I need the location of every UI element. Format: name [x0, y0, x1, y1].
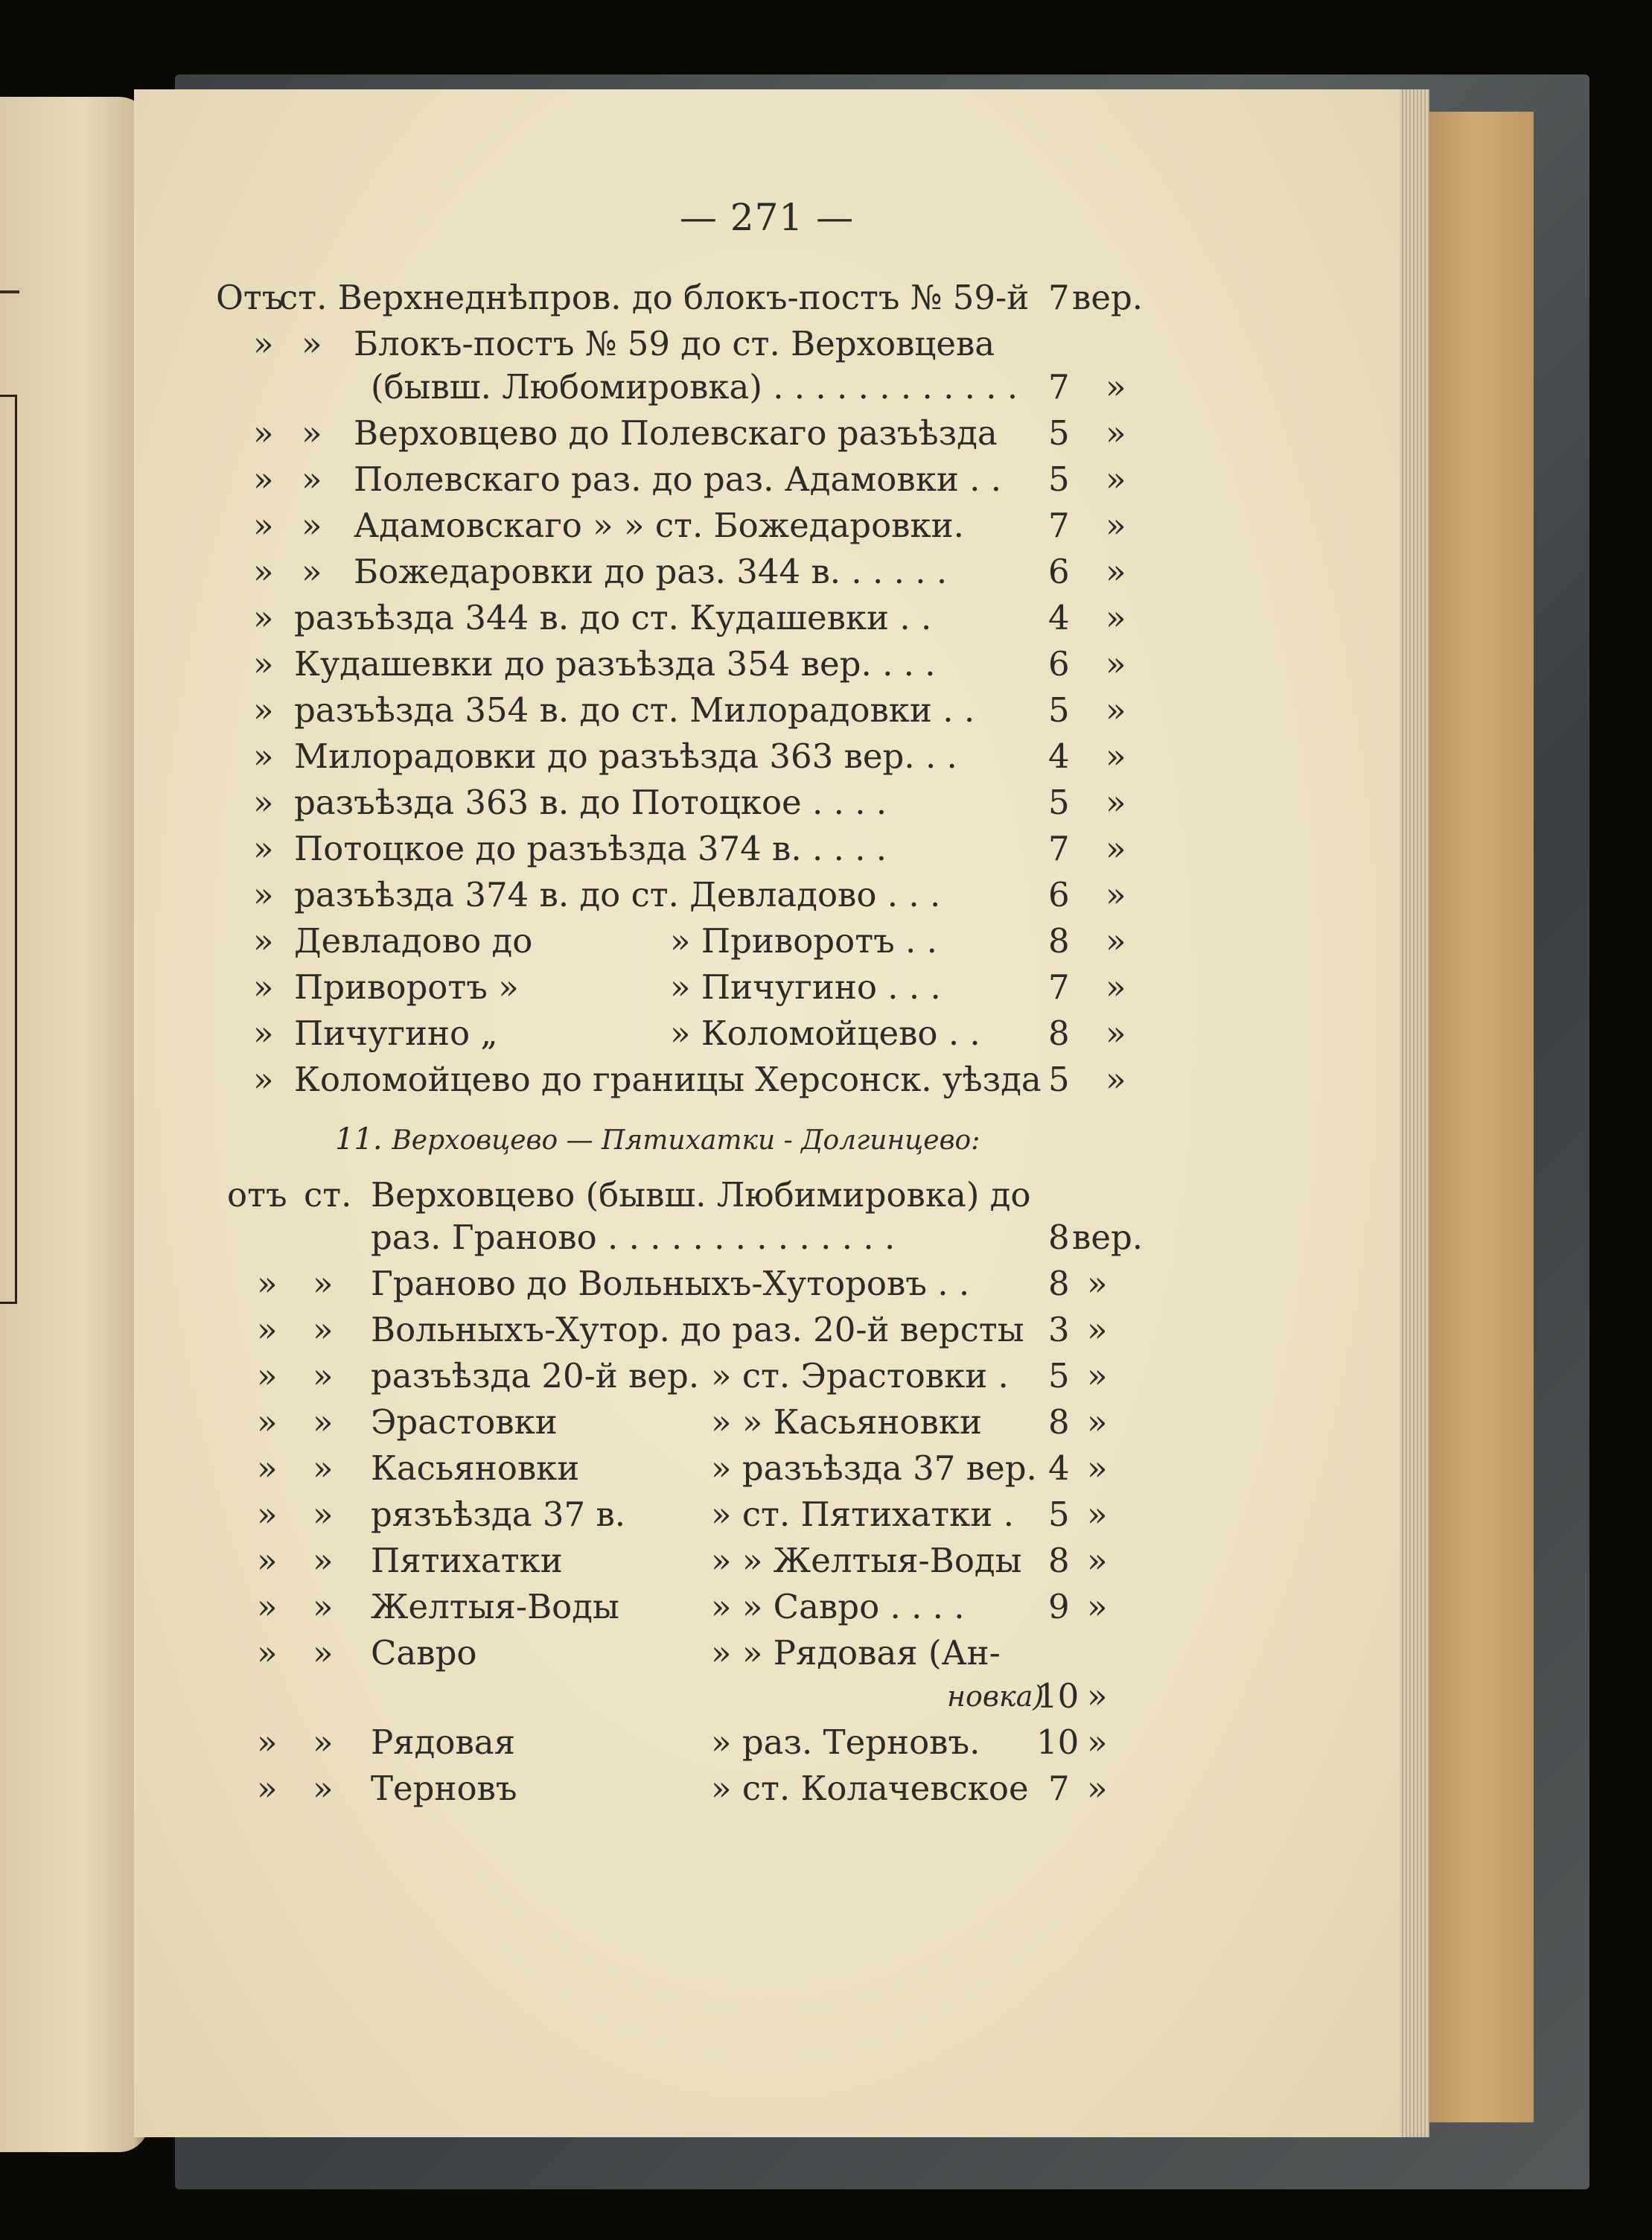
table-row: » Девладово до » Приворотъ . . 8 » — [253, 921, 1126, 961]
table-row: Отъ ст. Верхнеднѣпров. до блокъ-постъ № 59-й 7 вер. — [216, 278, 1144, 317]
left-page-frame — [0, 395, 17, 1304]
section-heading — [335, 1122, 980, 1156]
table-row: » » Вольныхъ-Хутор. до раз. 20-й версты 3 » — [257, 1310, 1108, 1349]
table-row: (бывш. Любомировка) . . . . . . . . . . . . 7 » — [371, 367, 1126, 407]
table-row: » » Полевскаго раз. до раз. Адамовки . . 5 » — [253, 459, 1126, 499]
table-row: » » рязъѣзда 37 в. » ст. Пятихатки . 5 » — [257, 1495, 1108, 1534]
table-row: » разъѣзда 363 в. до Потоцкое . . . . 5 » — [253, 783, 1126, 822]
table-row: » » Савро » » Рядовая (Ан- — [257, 1633, 1001, 1673]
table-row: отъ ст. Верховцево (бывш. Любимировка) до — [227, 1175, 1031, 1215]
table-row: » Кудашевки до разъѣзда 354 вер. . . . 6 » — [253, 644, 1126, 684]
table-row: » Потоцкое до разъѣзда 374 в. . . . . 7 » — [253, 829, 1126, 868]
back-cover-card — [1415, 112, 1534, 2122]
left-page-rule — [0, 290, 19, 293]
table-row: » Пичугино „ » Коломойцево . . 8 » — [253, 1014, 1126, 1053]
table-row: » разъѣзда 344 в. до ст. Кудашевки . . 4 » — [253, 598, 1126, 637]
table-row: » » Божедаровки до раз. 344 в. . . . . . 6 » — [253, 552, 1126, 591]
table-row: раз. Граново . . . . . . . . . . . . . . 8 вер. — [371, 1218, 1144, 1257]
book-page — [134, 89, 1400, 2137]
page-number: — 271 — — [679, 196, 855, 239]
table-row: » » разъѣзда 20-й вер. » ст. Эрастовки . 5 » — [257, 1356, 1108, 1396]
table-row: » разъѣзда 374 в. до ст. Девладово . . . 6 » — [253, 875, 1126, 914]
table-row: » » Граново до Вольныхъ-Хуторовъ . . 8 » — [257, 1264, 1108, 1303]
table-row: » » Пятихатки » » Желтыя-Воды 8 » — [257, 1541, 1108, 1580]
table-row: » » Эрастовки » » Касьяновки 8 » — [257, 1402, 1108, 1442]
table-row: » » Верховцево до Полевскаго разъѣзда 5 » — [253, 413, 1126, 453]
table-row: » Милорадовки до разъѣзда 363 вер. . . 4 » — [253, 736, 1126, 776]
table-row: » » Рядовая » раз. Терновъ. 10 » — [257, 1722, 1108, 1762]
left-page-edge — [0, 97, 149, 2152]
table-row: » » Блокъ-постъ № 59 до ст. Верховцева — [253, 324, 995, 363]
table-row: новка) 10 » — [947, 1676, 1108, 1716]
table-row: » Коломойцево до границы Херсонск. уѣзда 5 » — [253, 1060, 1126, 1099]
table-row: » » Адамовскаго » » ст. Божедаровки. 7 » — [253, 506, 1126, 545]
section-title: Верховцево — Пятихатки - Долгинцево: — [392, 1125, 980, 1156]
section-number: 11. — [335, 1122, 383, 1156]
table-row: » Приворотъ » » Пичугино . . . 7 » — [253, 967, 1126, 1007]
table-row: » разъѣзда 354 в. до ст. Милорадовки . . 5 » — [253, 690, 1126, 730]
table-row: » » Терновъ » ст. Колачевское 7 » — [257, 1769, 1108, 1808]
table-row: » » Желтыя-Воды » » Савро . . . . 9 » — [257, 1587, 1108, 1626]
table-row: » » Касьяновки » разъѣзда 37 вер. 4 » — [257, 1448, 1108, 1488]
